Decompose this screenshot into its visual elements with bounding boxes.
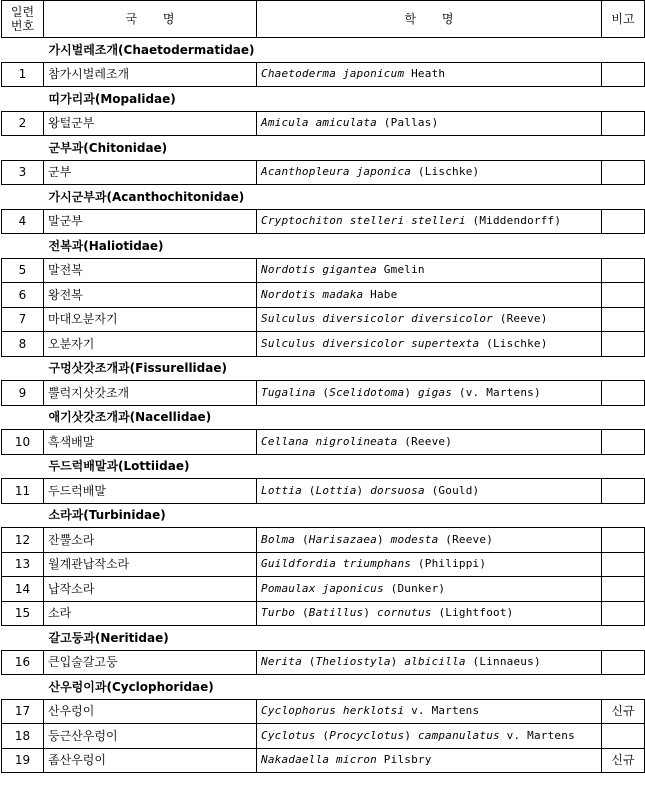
scientific-name [257,601,602,626]
species-row [2,552,645,577]
note [602,160,645,185]
scientific-name-italic-part: Cyclophorus herklotsi [261,704,405,718]
scientific-name [257,724,602,749]
korean-name: 둥근산우렁이 [44,724,257,749]
header-serial-line1: 일련 [10,5,35,19]
korean-name: 흑색배말 [44,430,257,455]
scientific-name-author-part: ) [404,385,418,399]
species-row [2,601,645,626]
korean-name: 잔뿔소라 [44,528,257,553]
family-spacer [2,675,44,700]
family-label: 군부과(Chitonidae) [44,136,645,161]
serial-number: 19 [2,748,44,773]
scientific-name-italic-part: Theliostyla [315,655,391,669]
table-body [2,38,645,773]
scientific-name-author-part: (Reeve) [438,532,494,546]
scientific-name-italic-part: Sulculus diversicolor diversicolor [261,312,493,326]
scientific-name-author-part: ) [404,728,418,742]
note [602,601,645,626]
species-row [2,258,645,283]
scientific-name [257,307,602,332]
family-spacer [2,626,44,651]
korean-name: 큰입술갈고둥 [44,650,257,675]
note [602,577,645,602]
scientific-name-italic-part: Bolma [261,532,296,546]
scientific-name [257,430,602,455]
serial-number: 6 [2,283,44,308]
korean-name: 산우렁이 [44,699,257,724]
species-row [2,111,645,136]
scientific-name-italic-part: Scelidotoma [329,385,405,399]
scientific-name-author-part: (v. Martens) [452,385,541,399]
scientific-name-author-part: ) [377,532,391,546]
family-spacer [2,136,44,161]
serial-number: 4 [2,209,44,234]
scientific-name-italic-part: Cyclotus [261,728,316,742]
family-label: 애기삿갓조개과(Nacellidae) [44,405,645,430]
scientific-name-italic-part: Nordotis gigantea [261,263,377,277]
korean-name: 좀산우렁이 [44,748,257,773]
serial-number: 11 [2,479,44,504]
scientific-name-author-part: (Reeve) [492,312,548,326]
family-row [2,136,645,161]
scientific-name-author-part: Pilsbry [376,753,432,767]
scientific-name-author-part: Habe [363,287,398,301]
species-row [2,332,645,357]
korean-name: 군부 [44,160,257,185]
species-row [2,209,645,234]
species-row [2,283,645,308]
korean-name: 마대오분자기 [44,307,257,332]
family-row [2,356,645,381]
note [602,307,645,332]
serial-number: 13 [2,552,44,577]
serial-number: 3 [2,160,44,185]
scientific-name-italic-part: Guildfordia triumphans [261,557,412,571]
scientific-name [257,381,602,406]
family-row [2,675,645,700]
family-row [2,38,645,63]
scientific-name-italic-part: Turbo [261,606,296,620]
serial-number: 12 [2,528,44,553]
scientific-name-italic-part: Pomaulax japonicus [261,581,384,595]
species-row [2,160,645,185]
note: 신규 [602,699,645,724]
scientific-name [257,258,602,283]
scientific-name-italic-part: Nakadaella micron [261,753,377,767]
scientific-name-author-part: v. Martens [499,728,575,742]
scientific-name-author-part: Heath [404,67,446,81]
note [602,430,645,455]
scientific-name-author-part: ( [301,483,316,497]
scientific-name [257,209,602,234]
korean-name: 두드럭배말 [44,479,257,504]
scientific-name [257,160,602,185]
korean-name: 왕전복 [44,283,257,308]
family-label: 구멍삿갓조개과(Fissurellidae) [44,356,645,381]
scientific-name [257,332,602,357]
scientific-name-italic-part: dorsuosa [370,483,425,497]
family-spacer [2,234,44,259]
scientific-name-author-part: ( [295,606,309,620]
scientific-name-italic-part: gigas [417,385,453,399]
family-label: 가시군부과(Acanthochitonidae) [44,185,645,210]
serial-number: 1 [2,62,44,87]
species-row [2,381,645,406]
family-row [2,503,645,528]
scientific-name-author-part: (Reeve) [397,434,453,448]
header-scientific-name: 학 명 [257,1,602,38]
scientific-name-author-part: ) [363,606,378,620]
family-label: 산우렁이과(Cyclophoridae) [44,675,645,700]
family-row [2,405,645,430]
scientific-name [257,479,602,504]
scientific-name-author-part: (Gould) [424,483,480,497]
scientific-name-italic-part: Harisazaea [308,532,378,546]
family-spacer [2,405,44,430]
note [602,283,645,308]
family-label: 소라과(Turbinidae) [44,503,645,528]
scientific-name-author-part: ( [301,655,316,669]
scientific-name-author-part: (Lightfoot) [431,606,514,620]
korean-name: 뿔럭지삿갓조개 [44,381,257,406]
scientific-name-italic-part: Procyclotus [329,728,405,742]
scientific-name-italic-part: Tugalina [261,385,316,399]
note [602,62,645,87]
species-row [2,62,645,87]
scientific-name-author-part: ) [356,483,371,497]
scientific-name-author-part: Gmelin [376,263,425,277]
scientific-name [257,528,602,553]
scientific-name-author-part: (Middendorff) [465,214,562,228]
header-serial-line2: 번호 [10,19,35,33]
note [602,552,645,577]
scientific-name-italic-part: Cryptochiton stelleri stelleri [261,214,466,228]
species-row [2,307,645,332]
species-row [2,724,645,749]
family-label: 띠가리과(Mopalidae) [44,87,645,112]
serial-number: 15 [2,601,44,626]
scientific-name-italic-part: modesta [390,532,439,546]
species-row [2,748,645,773]
family-label: 갈고둥과(Neritidae) [44,626,645,651]
serial-number: 5 [2,258,44,283]
scientific-name-author-part: (Philippi) [411,557,487,571]
scientific-name [257,748,602,773]
family-label: 두드럭배말과(Lottiidae) [44,454,645,479]
species-row [2,528,645,553]
scientific-name [257,577,602,602]
serial-number: 9 [2,381,44,406]
serial-number: 17 [2,699,44,724]
family-spacer [2,38,44,63]
species-row [2,650,645,675]
scientific-name [257,283,602,308]
scientific-name-italic-part: cornutus [377,606,432,620]
scientific-name-author-part: v. Martens [404,704,480,718]
korean-name: 왕털군부 [44,111,257,136]
korean-name: 오분자기 [44,332,257,357]
note [602,258,645,283]
species-row [2,577,645,602]
scientific-name-italic-part: campanulatus [417,728,500,742]
serial-number: 2 [2,111,44,136]
scientific-name-author-part: (Lischke) [411,165,480,179]
family-label: 전복과(Haliotidae) [44,234,645,259]
scientific-name-italic-part: Acanthopleura japonica [261,165,412,179]
scientific-name [257,62,602,87]
scientific-name [257,650,602,675]
serial-number: 14 [2,577,44,602]
note [602,724,645,749]
scientific-name [257,552,602,577]
note: 신규 [602,748,645,773]
header-row [2,1,645,38]
scientific-name-italic-part: Cellana nigrolineata [261,434,398,448]
scientific-name-italic-part: Amicula amiculata [261,116,377,130]
species-row [2,479,645,504]
scientific-name-italic-part: Lottia [261,483,302,497]
note [602,332,645,357]
family-spacer [2,87,44,112]
family-row [2,87,645,112]
scientific-name [257,699,602,724]
family-spacer [2,503,44,528]
scientific-name-author-part: (Pallas) [376,116,439,130]
scientific-name-italic-part: Nerita [261,655,302,669]
scientific-name-italic-part: albicilla [404,655,466,669]
serial-number: 8 [2,332,44,357]
korean-name: 참가시벌레조개 [44,62,257,87]
note [602,528,645,553]
family-row [2,185,645,210]
species-table [1,0,645,773]
note [602,650,645,675]
header-korean-name: 국 명 [44,1,257,38]
serial-number: 18 [2,724,44,749]
family-row [2,626,645,651]
family-spacer [2,185,44,210]
header-note: 비고 [602,1,645,38]
scientific-name-author-part: (Lischke) [479,336,548,350]
scientific-name [257,111,602,136]
scientific-name-italic-part: Nordotis madaka [261,287,364,301]
scientific-name-italic-part: Sulculus diversicolor supertexta [261,336,480,350]
scientific-name-italic-part: Lottia [315,483,357,497]
korean-name: 말군부 [44,209,257,234]
species-row [2,699,645,724]
scientific-name-author-part: (Dunker) [383,581,446,595]
serial-number: 16 [2,650,44,675]
serial-number: 7 [2,307,44,332]
header-serial-number [2,1,44,38]
korean-name: 납작소라 [44,577,257,602]
korean-name: 말전복 [44,258,257,283]
scientific-name-author-part: (Linnaeus) [465,655,541,669]
species-row [2,430,645,455]
family-spacer [2,356,44,381]
korean-name: 소라 [44,601,257,626]
note [602,111,645,136]
family-row [2,454,645,479]
scientific-name-author-part: ( [315,728,330,742]
family-spacer [2,454,44,479]
note [602,381,645,406]
family-row [2,234,645,259]
family-label: 가시벌레조개(Chaetodermatidae) [44,38,645,63]
scientific-name-author-part: ( [295,532,309,546]
scientific-name-author-part: ) [390,655,405,669]
note [602,479,645,504]
note [602,209,645,234]
scientific-name-italic-part: Batillus [308,606,364,620]
korean-name: 월계관납작소라 [44,552,257,577]
serial-number: 10 [2,430,44,455]
scientific-name-italic-part: Chaetoderma japonicum [261,67,405,81]
scientific-name-author-part: ( [315,385,330,399]
